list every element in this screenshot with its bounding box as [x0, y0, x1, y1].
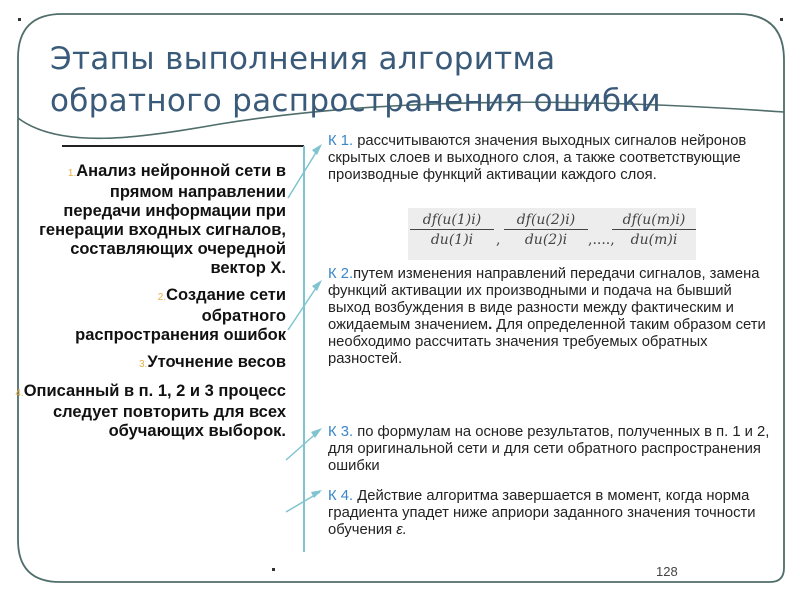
list-item: [30, 286, 286, 345]
list-item: [30, 162, 286, 278]
decor-dot: [272, 568, 275, 571]
item-text: Описанный в п. 1, 2 и 3 процесс следует повторить для всех обучающих выборок.: [23, 382, 286, 440]
formula-denominator: du(2)i: [504, 229, 588, 248]
step-label: К 2.: [328, 266, 354, 282]
step-detail-k1: [328, 133, 774, 184]
list-item: [30, 353, 286, 374]
step-detail-k4: [328, 488, 774, 539]
epsilon-symbol: ε.: [396, 522, 407, 538]
item-text: Уточнение весов: [147, 353, 286, 371]
formula-numerator: df(u(m)i): [622, 212, 686, 228]
decor-dot: [18, 18, 21, 21]
step-text-continued: Для определенной таким образом сети необходимо рассчитать значения требуемых обратных разностей.: [328, 317, 766, 367]
step-text-dot: .: [488, 317, 493, 333]
item-text: Анализ нейронной сети в прямом направлении передачи информации при генерации входных сигналов, составляющих очередной вектор X.: [39, 162, 286, 277]
formula-separator: ,....,: [588, 232, 615, 248]
formula-denominator: du(m)i: [612, 229, 696, 248]
step-text: рассчитываются значения выходных сигналов нейронов скрытых слоев и выходного слоя, а также соответствующие производные функций активации каждого слоя.: [328, 133, 747, 183]
step-text: Действие алгоритма завершается в момент, когда норма градиента упадет ниже априори заданного значения точности обучения: [328, 488, 756, 538]
formula-denominator: du(1)i: [410, 229, 494, 248]
formula-numerator: df(u(2)i): [516, 212, 576, 228]
item-text: Создание сети обратного распространения ошибок: [75, 286, 286, 344]
title-line-2: обратного распространения ошибки: [50, 83, 661, 119]
title-line-1: Этапы выполнения алгоритма: [50, 41, 556, 77]
page-number: 128: [656, 564, 678, 579]
formula-numerator: df(u(1)i): [422, 212, 482, 228]
step-label: К 3.: [328, 424, 354, 440]
item-number: 2.: [157, 292, 167, 303]
derivative-formula: [408, 208, 696, 260]
decor-dot: [780, 18, 783, 21]
item-number: 1.: [67, 168, 77, 179]
steps-list: [15, 162, 286, 449]
step-label: К 1.: [328, 133, 354, 149]
formula-term: [612, 210, 696, 248]
item-number: 4.: [15, 388, 24, 399]
slide-title: [50, 38, 770, 122]
list-item: [12, 382, 286, 441]
formula-term: [410, 210, 494, 248]
item-number: 3.: [138, 359, 148, 370]
step-label: К 4.: [328, 488, 354, 504]
step-detail-k3: [328, 424, 774, 475]
step-text: по формулам на основе результатов, полученных в п. 1 и 2, для оригинальной сети и для сети обратного распространения ошибки: [328, 424, 770, 474]
step-text: путем изменения направлений передачи сигналов, замена функций активации их производными и подача на бывший выход возбуждения в виде разности между фактическим и ожидаемым значением: [328, 266, 760, 333]
formula-term: [504, 210, 588, 248]
step-detail-k2: [328, 266, 774, 368]
formula-separator: ,: [496, 232, 501, 248]
